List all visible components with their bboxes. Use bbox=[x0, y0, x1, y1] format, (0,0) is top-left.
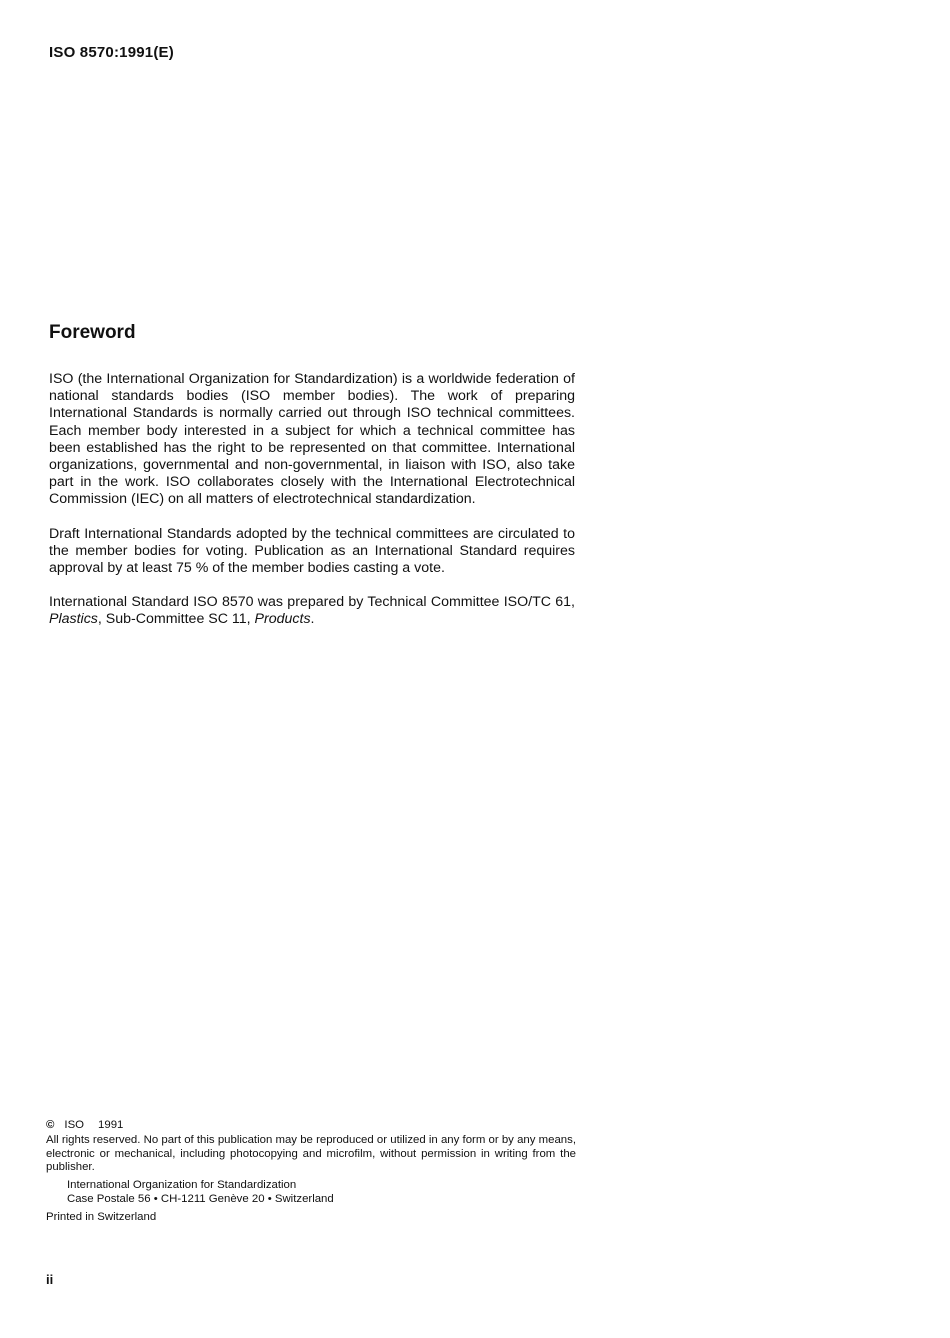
p3-mid: , Sub-Committee SC 11, bbox=[97, 611, 255, 628]
foreword-paragraph-2: Draft International Standards adopted by the technical committees are circulated to the member bodies for voting. Publication as an International Standard requires approval by at least 75 % of the member bodies casting a vote. bbox=[49, 525, 575, 577]
publisher-name: International Organization for Standardization bbox=[67, 1179, 297, 1192]
p3-suffix: . bbox=[310, 611, 315, 628]
page-number: ii bbox=[46, 1272, 54, 1287]
foreword-body bbox=[49, 371, 575, 646]
publisher-address bbox=[46, 1179, 576, 1207]
copyright-line bbox=[46, 1119, 576, 1133]
foreword-title: Foreword bbox=[49, 322, 136, 343]
rights-notice: All rights reserved. No part of this publication may be reproduced or utilized in any form or by any means, electronic or mechanical, including photocopying and microfilm, without permission in writing from the publisher. bbox=[46, 1133, 576, 1174]
printed-in: Printed in Switzerland bbox=[46, 1210, 157, 1223]
committee-name: Plastics bbox=[49, 611, 98, 628]
foreword-paragraph-3 bbox=[49, 594, 575, 628]
postal-address: Case Postale 56 • CH-1211 Genève 20 • Switzerland bbox=[67, 1192, 334, 1205]
copyright-year: 1991 bbox=[98, 1119, 124, 1131]
foreword-paragraph-1: ISO (the International Organization for Standardization) is a worldwide federation of national standards bodies (ISO member bodies). The work of preparing International Standards is normally carried out through ISO technical committees. Each member body interested in a subject for which a technical committee has been established has the right to be represented on that committee. International organizations, governmental and non-governmental, in liaison with ISO, also take part in the work. ISO collaborates closely with the International Electrotechnical Commission (IEC) on all matters of electrotechnical standardization. bbox=[49, 371, 575, 508]
copyright-org: ISO bbox=[64, 1119, 85, 1131]
subcommittee-name: Products bbox=[254, 611, 311, 628]
document-id: ISO 8570:1991(E) bbox=[49, 44, 174, 61]
copyright-icon: © bbox=[46, 1119, 55, 1131]
p3-prefix: International Standard ISO 8570 was prepared by Technical Committee ISO/TC 61, bbox=[49, 594, 575, 611]
copyright-block bbox=[46, 1119, 576, 1225]
